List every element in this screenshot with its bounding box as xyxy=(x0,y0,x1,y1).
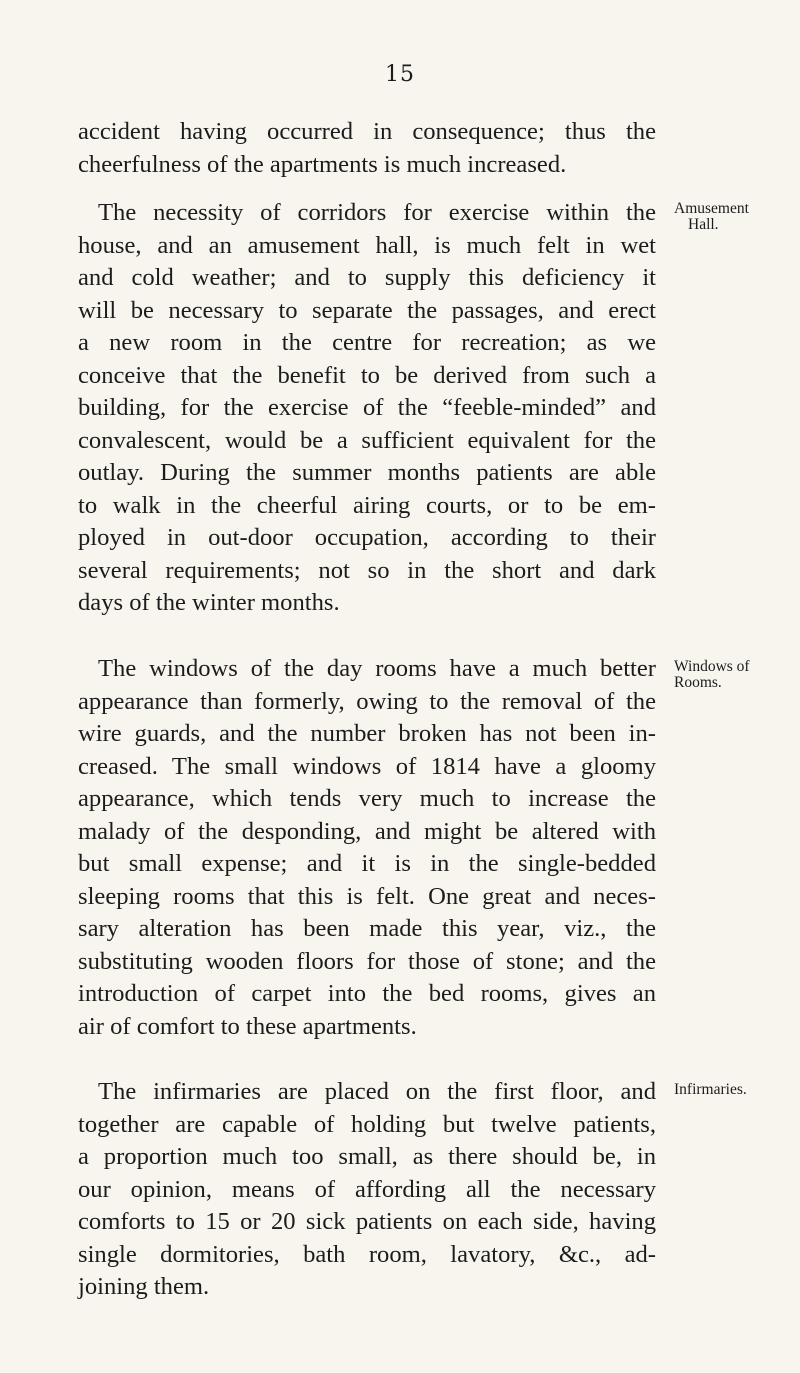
margin-note-line: Hall. xyxy=(688,216,719,233)
paragraph-amusement-hall xyxy=(78,197,656,620)
text-line: The infirmaries are placed on the first floor, and xyxy=(98,1078,656,1105)
text-line: ployed in out-door occupation, according to their xyxy=(78,524,656,551)
text-line: comforts to 15 or 20 sick patients on each side, having xyxy=(78,1208,656,1235)
text-line: air of comfort to these apartments. xyxy=(78,1012,417,1040)
text-line: days of the winter months. xyxy=(78,589,340,616)
paragraph-continuation xyxy=(78,116,656,181)
text-line: appearance than formerly, owing to the removal of the xyxy=(78,687,656,715)
margin-note-line: Infirmaries. xyxy=(674,1081,747,1098)
text-line: and cold weather; and to supply this deficiency it xyxy=(78,264,656,291)
page-number: 15 xyxy=(385,62,415,87)
text-line: to walk in the cheerful airing courts, or to be em- xyxy=(78,491,656,519)
text-line: cheerfulness of the apartments is much increased. xyxy=(78,150,567,178)
text-line: our opinion, means of affording all the necessary xyxy=(78,1175,656,1203)
text-line: malady of the desponding, and might be altered with xyxy=(78,817,656,845)
margin-note-amusement-hall xyxy=(674,201,798,233)
text-line: will be necessary to separate the passages, and erect xyxy=(78,296,656,324)
text-line: a proportion much too small, as there should be, in xyxy=(78,1143,656,1170)
text-line: creased. The small windows of 1814 have a gloomy xyxy=(78,752,656,780)
text-line: a new room in the centre for recreation; as we xyxy=(78,329,656,356)
text-line: The necessity of corridors for exercise within the xyxy=(98,199,656,226)
text-line: building, for the exercise of the “feeble-minded” and xyxy=(78,394,656,421)
margin-note-infirmaries xyxy=(674,1082,798,1098)
margin-note-line: Windows of xyxy=(674,658,750,675)
text-line: but small expense; and it is in the single-bedded xyxy=(78,850,656,877)
text-line: accident having occurred in consequence; thus the xyxy=(78,118,656,145)
text-line: several requirements; not so in the short and dark xyxy=(78,556,656,584)
margin-note-line: Rooms. xyxy=(674,674,722,691)
paragraph-windows-of-rooms xyxy=(78,653,656,1043)
text-line: The windows of the day rooms have a much better xyxy=(98,655,656,682)
text-line: conceive that the benefit to be derived from such a xyxy=(78,361,656,389)
margin-note-line: Amusement xyxy=(674,200,749,217)
text-line: sleeping rooms that this is felt. One great and neces- xyxy=(78,882,656,910)
margin-note-windows-of-rooms xyxy=(674,659,798,691)
text-line: sary alteration has been made this year, viz., the xyxy=(78,915,656,942)
text-line: convalescent, would be a sufficient equivalent for the xyxy=(78,426,656,454)
paragraph-infirmaries xyxy=(78,1076,656,1304)
text-line: together are capable of holding but twelve patients, xyxy=(78,1110,656,1138)
text-line: joining them. xyxy=(78,1273,210,1300)
text-line: single dormitories, bath room, lavatory, &c., ad- xyxy=(78,1240,656,1268)
text-line: wire guards, and the number broken has not been in- xyxy=(78,720,656,747)
text-line: substituting wooden floors for those of stone; and the xyxy=(78,947,656,975)
text-line: appearance, which tends very much to increase the xyxy=(78,785,656,812)
text-line: outlay. During the summer months patients are able xyxy=(78,459,656,486)
text-line: introduction of carpet into the bed rooms, gives an xyxy=(78,980,656,1007)
text-line: house, and an amusement hall, is much felt in wet xyxy=(78,231,656,259)
